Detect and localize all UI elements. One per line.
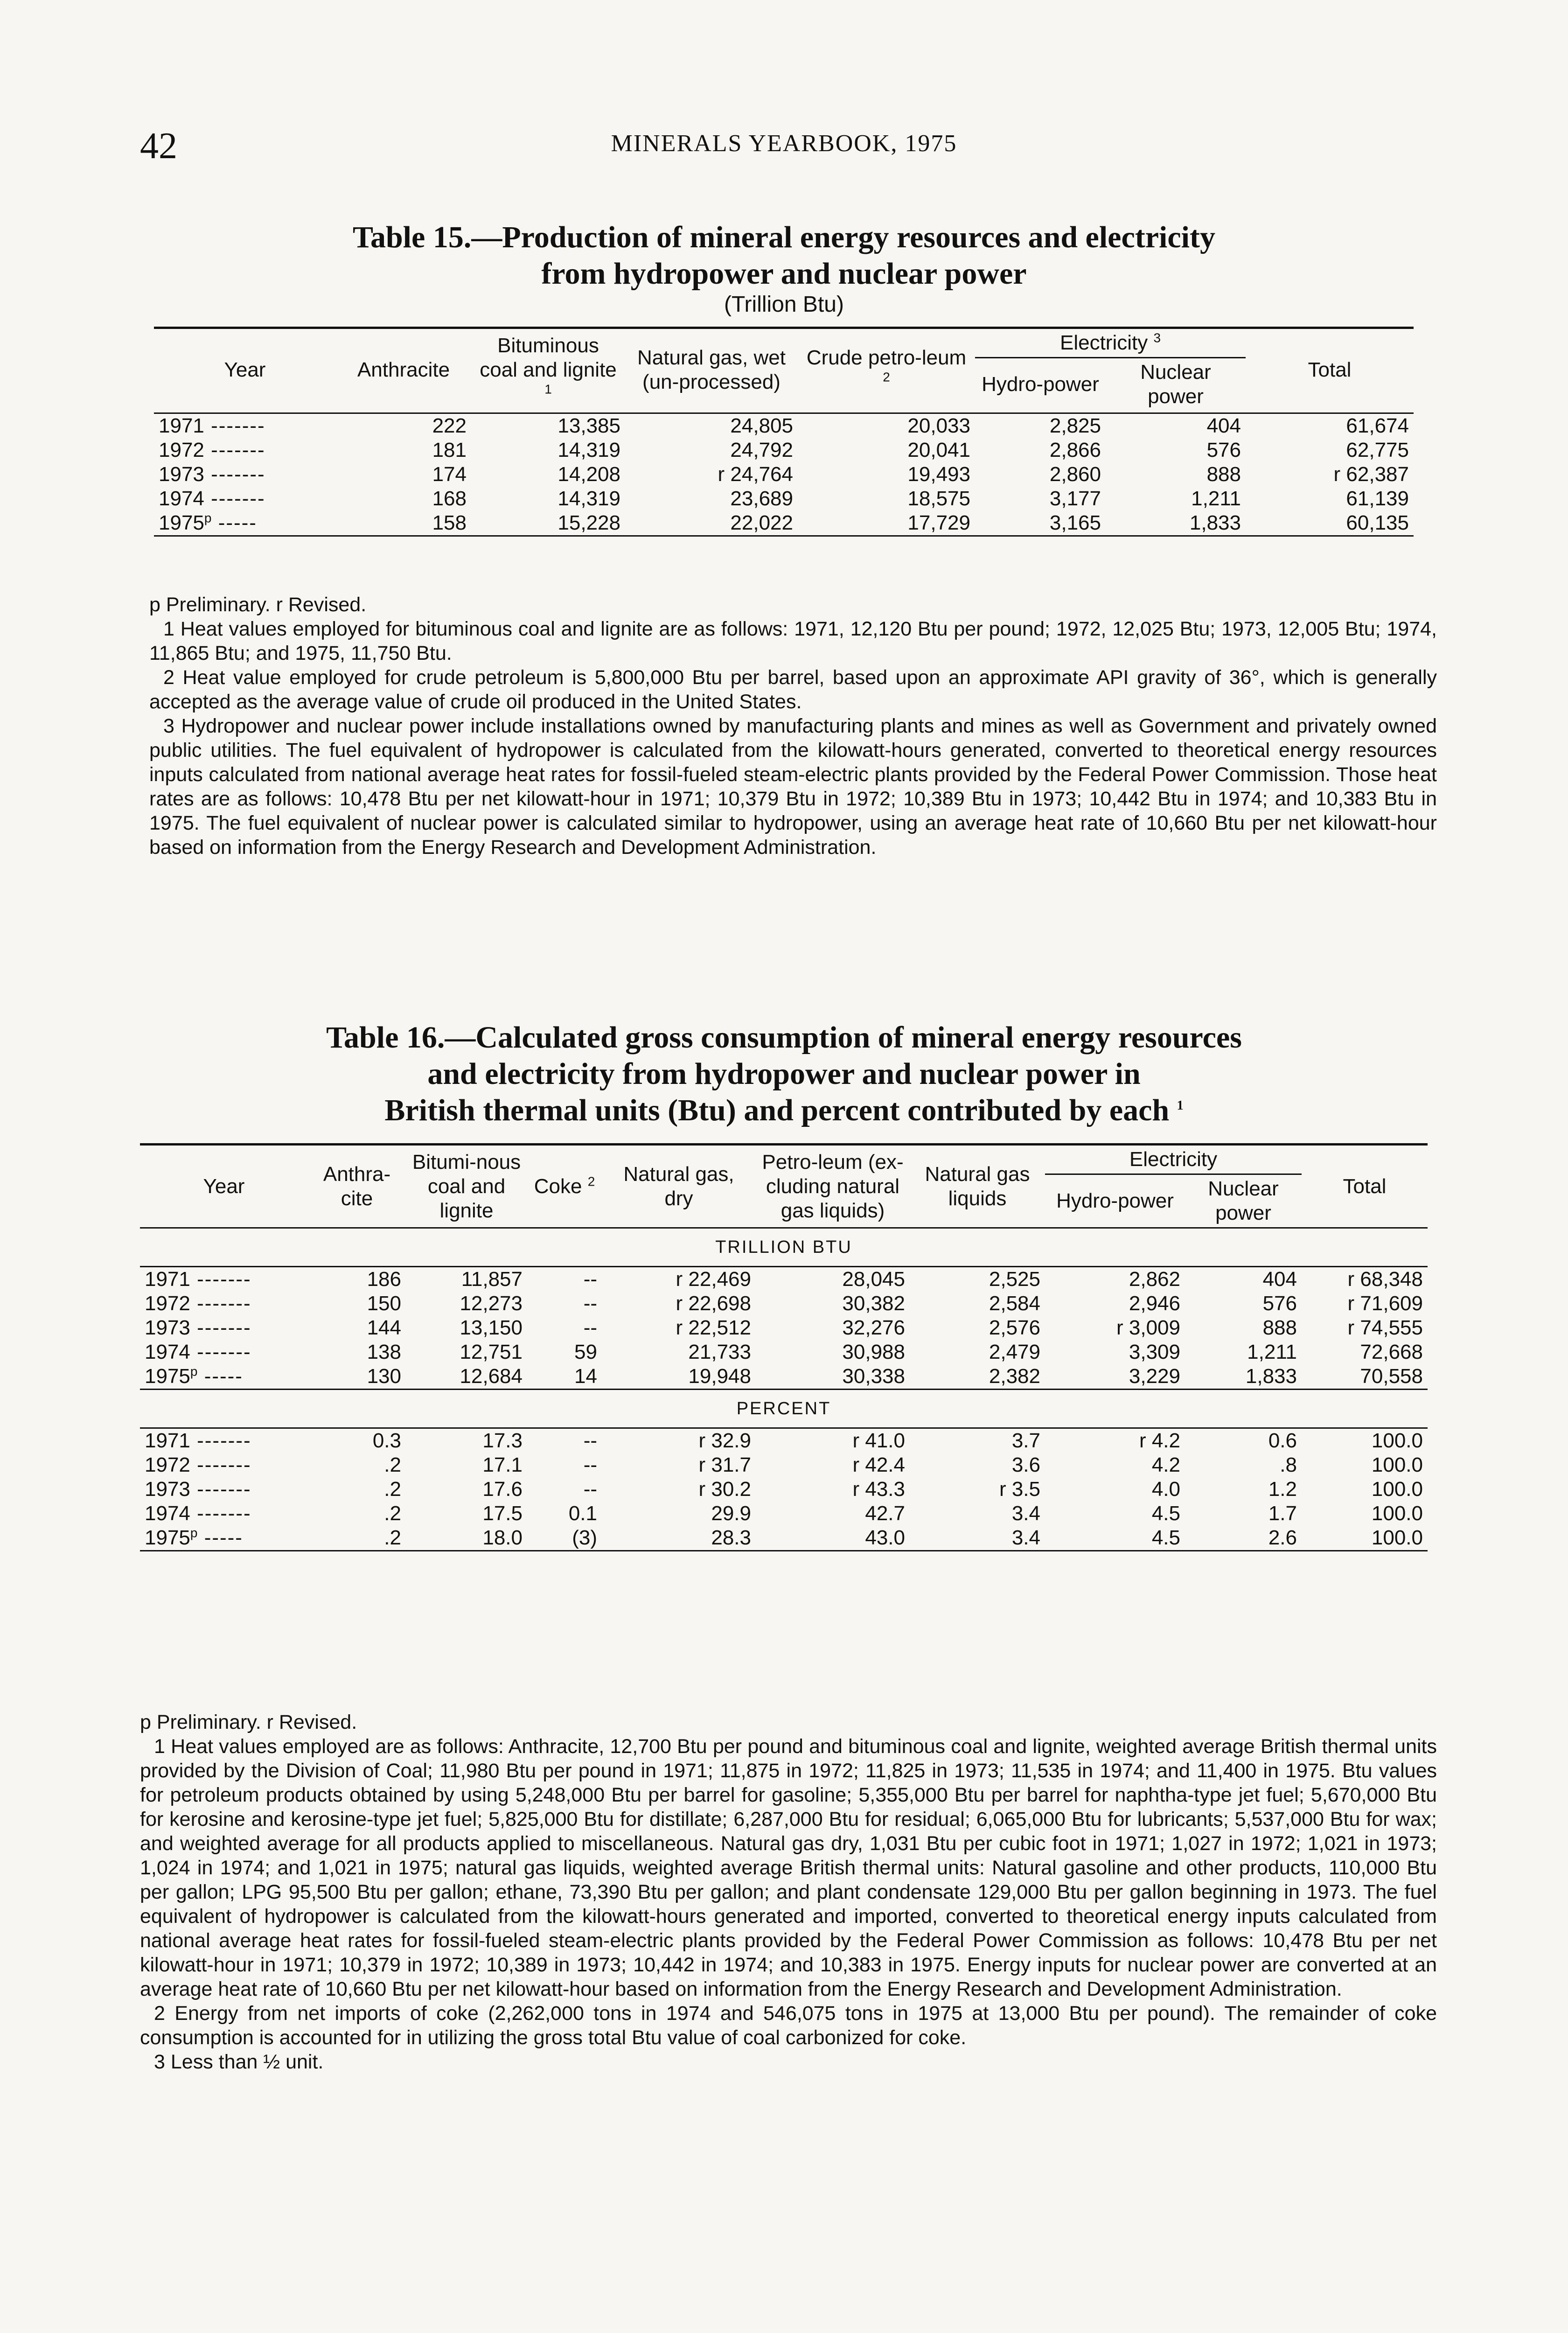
cell-coke: 59 (574, 1341, 597, 1363)
row-year: 1972 ------- (145, 1292, 251, 1315)
table15-unit: (Trillion Btu) (724, 292, 844, 317)
row-year: 1973 ------- (159, 463, 265, 486)
cell-bit: 14,208 (558, 463, 620, 486)
t16-footnote-3: 3 Less than ½ unit. (154, 2051, 324, 2073)
table16-footnotes (140, 1710, 1437, 2074)
cell-bit: 12,684 (460, 1365, 523, 1388)
cell-gas: 23,689 (730, 487, 793, 510)
table15-title (140, 219, 1428, 292)
cell-pet: 32,276 (842, 1316, 905, 1339)
cell-nuc: 1,211 (1191, 487, 1241, 510)
footnote-prelim: p Preliminary. r Revised. (149, 594, 367, 616)
cell-hydro: 4.2 (1151, 1453, 1180, 1476)
cell-gas: 22,022 (730, 511, 793, 534)
running-title: MINERALS YEARBOOK, 1975 (611, 130, 957, 157)
table15-footnotes (149, 593, 1437, 859)
t16-footnote-prelim: p Preliminary. r Revised. (140, 1711, 357, 1733)
cell-anth: 222 (432, 414, 467, 437)
cell-hydro: 2,946 (1129, 1292, 1180, 1315)
col-crude: Crude petro-leum $^2$ (798, 328, 975, 411)
cell-bit: 17.6 (482, 1478, 523, 1501)
t16-col-anthracite: Anthra-cite (308, 1145, 406, 1228)
cell-total: 100.0 (1371, 1453, 1423, 1476)
cell-bit: 12,273 (460, 1292, 523, 1315)
cell-ngl: 2,576 (989, 1316, 1040, 1339)
cell-crude: 20,033 (907, 414, 970, 437)
cell-hydro: 2,825 (1049, 414, 1101, 437)
col-electricity: Electricity $^3$ (975, 328, 1246, 358)
cell-hydro: r 4.2 (1139, 1429, 1180, 1452)
row-year: 1971 ------- (159, 414, 265, 437)
cell-hydro: 3,229 (1129, 1365, 1180, 1388)
table-row (140, 1453, 1428, 1477)
row-year: 1972 ------- (145, 1453, 251, 1476)
cell-hydro: 2,862 (1129, 1268, 1180, 1291)
cell-gas: r 24,764 (718, 463, 793, 486)
table16-title-line1: Table 16.—Calculated gross consumption of mineral energy resources (326, 1020, 1242, 1055)
cell-hydro: 4.5 (1151, 1502, 1180, 1525)
cell-bit: 17.5 (482, 1502, 523, 1525)
cell-total: r 71,609 (1347, 1292, 1423, 1315)
cell-total: 62,775 (1346, 439, 1409, 461)
cell-bit: 13,150 (460, 1316, 523, 1339)
cell-total: r 68,348 (1347, 1268, 1423, 1291)
cell-anth: 174 (432, 463, 467, 486)
cell-anth: 144 (367, 1316, 401, 1339)
cell-hydro: 2,860 (1049, 463, 1101, 486)
cell-anth: 150 (367, 1292, 401, 1315)
cell-coke: -- (583, 1292, 597, 1315)
cell-coke: (3) (572, 1526, 597, 1549)
cell-total: r 74,555 (1347, 1316, 1423, 1339)
cell-bit: 12,751 (460, 1341, 523, 1363)
table16-title-line3: British thermal units (Btu) and percent contributed by each $^1$ (384, 1093, 1184, 1127)
footnote-3: 3 Hydropower and nuclear power include installations owned by manufacturing plants and mines as well as Government and privately owned public utilities. The fuel equivalent of hydropower is calculated from the kilowatt-hours generated, converted to theoretical energy resources inputs calculated from national average heat rates for fossil-fueled steam-electric plants provided by the Federal Power Commission. Those heat rates are as follows: 10,478 Btu per net kilowatt-hour in 1971; 10,379 Btu in 1972; 10,389 Btu in 1973; 10,442 Btu in 1974; and 10,383 Btu in 1975. The fuel equivalent of nuclear power is calculated similar to hydropower, using an average heat rate of 10,660 Btu per net kilowatt-hour based on information from the Energy Research and Development Administration. (149, 715, 1437, 859)
footnote-1: 1 Heat values employed for bituminous coal and lignite are as follows: 1971, 12,120 Btu per pound; 1972, 12,025 Btu; 1973, 12,005 Btu; 1974, 11,865 Btu; and 1975, 11,750 Btu. (149, 618, 1437, 664)
cell-anth: .2 (384, 1478, 401, 1501)
table-row (154, 487, 1414, 511)
row-year: 1974 ------- (145, 1341, 251, 1363)
table-row (154, 413, 1414, 439)
cell-anth: 181 (432, 439, 467, 461)
cell-ngl: 2,382 (989, 1365, 1040, 1388)
table-row (154, 511, 1414, 536)
cell-coke: -- (583, 1478, 597, 1501)
cell-pet: r 42.4 (852, 1453, 905, 1476)
cell-total: 100.0 (1371, 1502, 1423, 1525)
cell-coke: -- (583, 1429, 597, 1452)
cell-anth: 186 (367, 1268, 401, 1291)
cell-crude: 18,575 (907, 487, 970, 510)
cell-bit: 17.3 (482, 1429, 523, 1452)
row-year: 1975$^p$ ----- (145, 1364, 243, 1388)
table15 (154, 327, 1414, 538)
cell-ngl: 2,525 (989, 1268, 1040, 1291)
table-row (140, 1364, 1428, 1390)
cell-nuc: 404 (1262, 1268, 1297, 1291)
table-row (140, 1340, 1428, 1364)
cell-bit: 15,228 (558, 511, 620, 534)
cell-ngl: 2,584 (989, 1292, 1040, 1315)
col-hydro: Hydro-power (982, 373, 1099, 396)
cell-anth: .2 (384, 1502, 401, 1525)
cell-hydro: 2,866 (1049, 439, 1101, 461)
cell-pet: r 43.3 (852, 1478, 905, 1501)
cell-gas: 21,733 (688, 1341, 751, 1363)
t16-col-hydro: Hydro-power (1056, 1189, 1174, 1212)
cell-nuc: 888 (1206, 463, 1241, 486)
section-percent: PERCENT (140, 1390, 1428, 1428)
table16 (140, 1143, 1428, 1553)
cell-total: 60,135 (1346, 511, 1409, 534)
cell-nuc: 1.7 (1268, 1502, 1297, 1525)
cell-ngl: 2,479 (989, 1341, 1040, 1363)
cell-pet: 30,338 (842, 1365, 905, 1388)
cell-ngl: r 3.5 (999, 1478, 1040, 1501)
t16-col-ngl: Natural gas liquids (910, 1145, 1045, 1228)
col-bituminous: Bituminous coal and lignite $^1$ (471, 328, 625, 411)
table-row (140, 1316, 1428, 1340)
cell-hydro: 4.0 (1151, 1478, 1180, 1501)
cell-nuc: 1,833 (1189, 511, 1241, 534)
cell-nuc: 576 (1262, 1292, 1297, 1315)
row-year: 1972 ------- (159, 439, 265, 461)
cell-bit: 14,319 (558, 439, 620, 461)
table-row (154, 462, 1414, 487)
cell-anth: 130 (367, 1365, 401, 1388)
cell-pet: 42.7 (865, 1502, 905, 1525)
table-row (140, 1502, 1428, 1526)
cell-bit: 17.1 (482, 1453, 523, 1476)
cell-gas: r 31.7 (698, 1453, 751, 1476)
cell-pet: 30,382 (842, 1292, 905, 1315)
row-year: 1973 ------- (145, 1478, 251, 1501)
cell-hydro: 3,177 (1049, 487, 1101, 510)
row-year: 1973 ------- (145, 1316, 251, 1339)
cell-ngl: 3.7 (1011, 1429, 1040, 1452)
table-row (140, 1526, 1428, 1551)
cell-crude: 20,041 (907, 439, 970, 461)
cell-total: 61,139 (1346, 487, 1409, 510)
footnote-2: 2 Heat value employed for crude petroleum is 5,800,000 Btu per barrel, based upon an approximate API gravity of 36°, which is generally accepted as the average value of crude oil produced in the United States. (149, 666, 1437, 713)
section-trillion-btu: TRILLION BTU (140, 1228, 1428, 1267)
cell-hydro: r 3,009 (1116, 1316, 1180, 1339)
table15-body (154, 413, 1414, 536)
cell-nuc: 888 (1262, 1316, 1297, 1339)
t16-col-bituminous: Bitumi-nous coal and lignite (406, 1145, 527, 1228)
cell-total: r 62,387 (1333, 463, 1409, 486)
cell-total: 72,668 (1360, 1341, 1423, 1363)
row-year: 1975$^p$ ----- (145, 1525, 243, 1549)
table-row (154, 438, 1414, 462)
table16-title (140, 1020, 1428, 1129)
cell-nuc: 404 (1206, 414, 1241, 437)
cell-pet: 28,045 (842, 1268, 905, 1291)
t16-col-year: Year (140, 1145, 308, 1228)
t16-col-electricity: Electricity (1045, 1145, 1302, 1174)
col-natural-gas: Natural gas, wet (un-processed) (625, 328, 798, 411)
t16-footnote-2: 2 Energy from net imports of coke (2,262,000 tons in 1974 and 546,075 tons in 1975 at 13,000 Btu per pound). The remainder of coke consumption is accounted for in utilizing the gross total Btu value of coal carbonized for coke. (140, 2002, 1437, 2049)
cell-coke: -- (583, 1453, 597, 1476)
cell-bit: 18.0 (482, 1526, 523, 1549)
cell-gas: 19,948 (688, 1365, 751, 1388)
cell-anth: .2 (384, 1453, 401, 1476)
cell-nuc: 576 (1206, 439, 1241, 461)
cell-pet: r 41.0 (852, 1429, 905, 1452)
cell-crude: 19,493 (907, 463, 970, 486)
cell-anth: 138 (367, 1341, 401, 1363)
cell-bit: 14,319 (558, 487, 620, 510)
cell-total: 100.0 (1371, 1429, 1423, 1452)
table15-title-line1: Table 15.—Production of mineral energy resources and electricity (353, 220, 1215, 254)
table15-title-line2: from hydropower and nuclear power (541, 257, 1027, 291)
cell-bit: 11,857 (461, 1268, 523, 1291)
cell-crude: 17,729 (907, 511, 970, 534)
table-row (140, 1477, 1428, 1502)
t16-col-nuclear: Nuclear power (1208, 1177, 1279, 1224)
cell-gas: r 30.2 (698, 1478, 751, 1501)
cell-coke: 0.1 (568, 1502, 597, 1525)
cell-nuc: 2.6 (1268, 1526, 1297, 1549)
cell-hydro: 4.5 (1151, 1526, 1180, 1549)
cell-anth: 158 (432, 511, 467, 534)
cell-bit: 13,385 (558, 414, 620, 437)
cell-nuc: 0.6 (1268, 1429, 1297, 1452)
table-row (140, 1428, 1428, 1453)
cell-nuc: 1,833 (1245, 1365, 1297, 1388)
cell-anth: 168 (432, 487, 467, 510)
cell-ngl: 3.4 (1011, 1502, 1040, 1525)
cell-gas: 24,792 (730, 439, 793, 461)
t16-col-coke: Coke $^2$ (527, 1145, 602, 1228)
row-year: 1975$^p$ ----- (159, 510, 257, 534)
cell-coke: -- (583, 1316, 597, 1339)
cell-gas: 29.9 (711, 1502, 751, 1525)
cell-total: 61,674 (1346, 414, 1409, 437)
cell-pet: 30,988 (842, 1341, 905, 1363)
cell-nuc: 1,211 (1247, 1341, 1297, 1363)
col-anthracite: Anthracite (336, 328, 471, 411)
col-total: Total (1246, 328, 1414, 411)
col-nuclear: Nuclear power (1140, 361, 1211, 408)
cell-gas: r 22,469 (676, 1268, 751, 1291)
cell-ngl: 3.6 (1011, 1453, 1040, 1476)
page-number: 42 (140, 126, 177, 167)
table15-header-row (154, 328, 1414, 358)
t16-col-petroleum: Petro-leum (ex-cluding natural gas liquids) (756, 1145, 910, 1228)
cell-coke: -- (583, 1268, 597, 1291)
table-row (140, 1267, 1428, 1292)
row-year: 1974 ------- (159, 487, 265, 510)
cell-gas: r 22,698 (676, 1292, 751, 1315)
row-year: 1971 ------- (145, 1268, 251, 1291)
cell-ngl: 3.4 (1011, 1526, 1040, 1549)
cell-anth: .2 (384, 1526, 401, 1549)
cell-total: 100.0 (1371, 1526, 1423, 1549)
table16-title-line2: and electricity from hydropower and nuclear power in (427, 1057, 1141, 1091)
row-year: 1971 ------- (145, 1429, 251, 1452)
cell-nuc: 1.2 (1268, 1478, 1297, 1501)
t16-footnote-1: 1 Heat values employed are as follows: Anthracite, 12,700 Btu per pound and bituminous coal and lignite, weighted average British thermal units provided by the Division of Coal; 11,980 Btu per pound in 1971; 11,875 in 1972; 11,825 in 1973; 11,535 in 1974; and 11,400 in 1975. Btu values for petroleum products obtained by using 5,248,000 Btu per barrel for gasoline; 5,355,000 Btu per barrel for naphtha-type jet fuel; 5,670,000 Btu for kerosine and kerosine-type jet fuel; 5,825,000 Btu for distillate; 6,287,000 Btu for residual; 6,065,000 Btu for lubricants; 5,537,000 Btu for wax; and weighted average for all products applied to miscellaneous. Natural gas dry, 1,031 Btu per cubic foot in 1971; 1,027 in 1972; 1,021 in 1973; 1,024 in 1974; and 1,021 in 1975; natural gas liquids, weighted average British thermal units: Natural gasoline and other products, 110,000 Btu per gallon; LPG 95,500 Btu per gallon; ethane, 73,390 Btu per gallon; and plant condensate 129,000 Btu per gallon beginning in 1973. The fuel equivalent of hydropower is calculated from the kilowatt-hours generated and imported, converted to theoretical energy inputs calculated from national average heat rates for fossil-fueled steam-electric plants provided by the Federal Power Commission as follows: 10,478 Btu per net kilowatt-hour in 1971; 10,379 in 1972; 10,389 in 1973; 10,442 in 1974; and 10,383 in 1975. Energy inputs for nuclear power are converted at an average heat rate of 10,660 Btu per net kilowatt-hour based on information from the Energy Research and Development Administration. (140, 1735, 1437, 2000)
cell-gas: 28.3 (711, 1526, 751, 1549)
cell-gas: r 22,512 (676, 1316, 751, 1339)
cell-hydro: 3,309 (1129, 1341, 1180, 1363)
cell-total: 100.0 (1371, 1478, 1423, 1501)
cell-nuc: .8 (1280, 1453, 1297, 1476)
cell-anth: 0.3 (372, 1429, 401, 1452)
table16-btu-body (140, 1267, 1428, 1390)
table16-percent-body (140, 1428, 1428, 1551)
cell-gas: r 32.9 (698, 1429, 751, 1452)
t16-col-natural-gas: Natural gas, dry (602, 1145, 756, 1228)
row-year: 1974 ------- (145, 1502, 251, 1525)
cell-coke: 14 (574, 1365, 597, 1388)
t16-col-total: Total (1302, 1145, 1428, 1228)
cell-pet: 43.0 (865, 1526, 905, 1549)
cell-hydro: 3,165 (1049, 511, 1101, 534)
cell-total: 70,558 (1360, 1365, 1423, 1388)
table-row (140, 1292, 1428, 1316)
cell-gas: 24,805 (730, 414, 793, 437)
col-year: Year (154, 328, 336, 411)
